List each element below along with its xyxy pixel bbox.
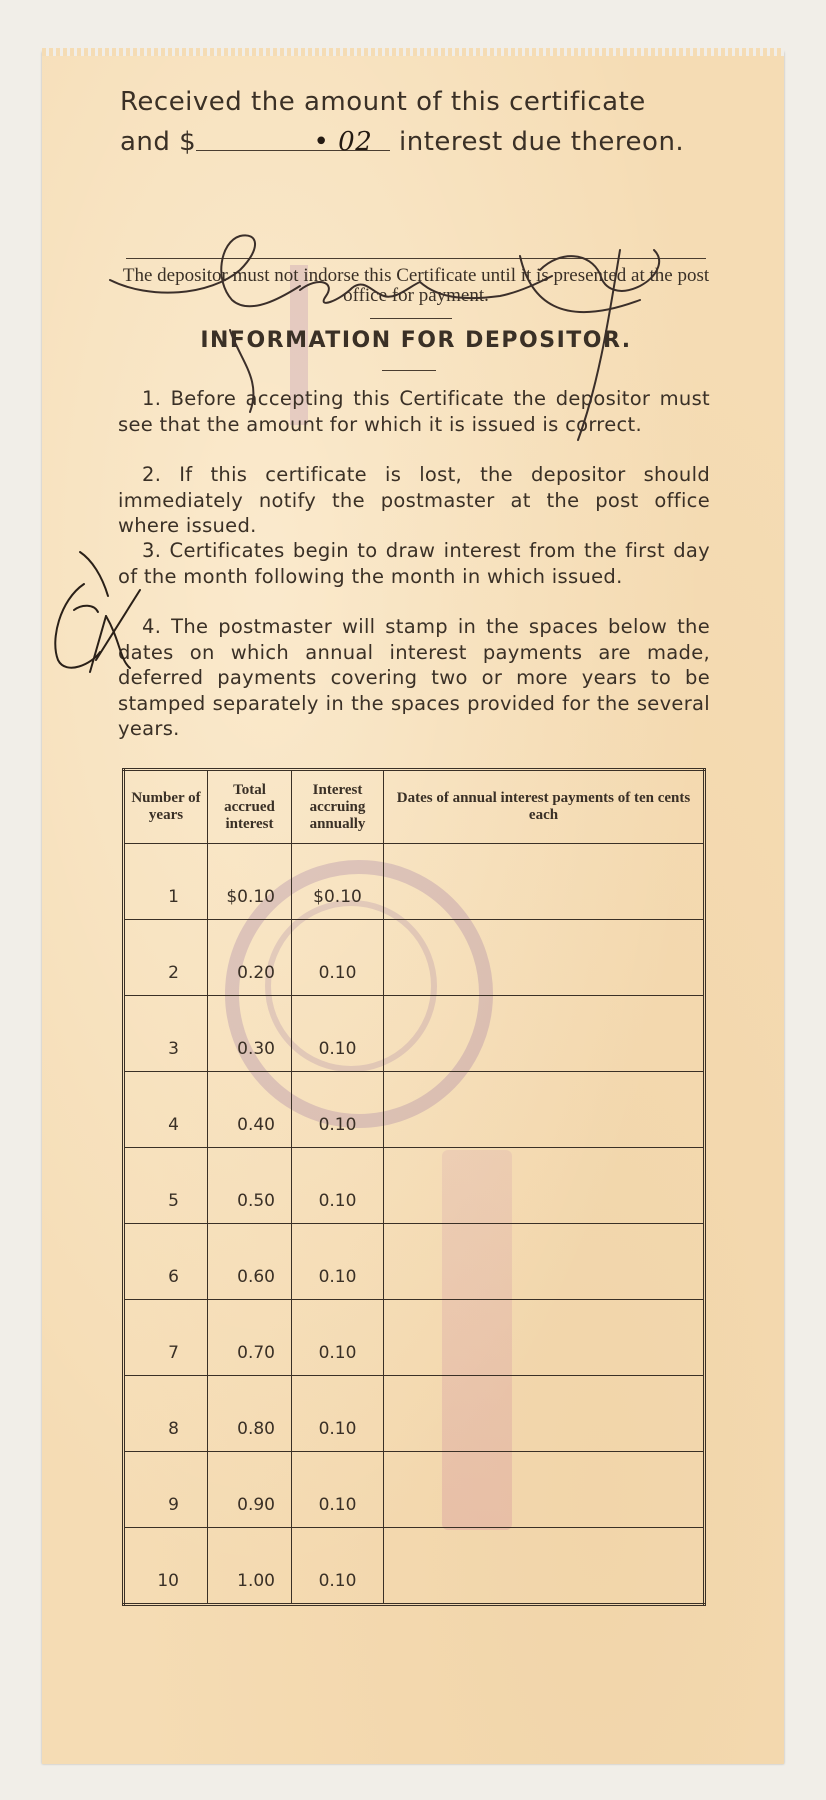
year-cell: 5 <box>124 1148 208 1224</box>
margin-mark-icon <box>55 552 140 672</box>
col-header-dates: Dates of annual interest payments of ten cents each <box>384 770 705 844</box>
total-cell: $0.10 <box>208 844 292 920</box>
total-cell: 0.50 <box>208 1148 292 1224</box>
year-cell: 9 <box>124 1452 208 1528</box>
year-cell: 7 <box>124 1300 208 1376</box>
year-cell: 1 <box>124 844 208 920</box>
annual-cell: 0.10 <box>292 1300 384 1376</box>
col-header-years: Number of years <box>124 770 208 844</box>
received-line-2-end: interest due thereon. <box>399 127 685 157</box>
annual-cell: 0.10 <box>292 1072 384 1148</box>
annual-cell: 0.10 <box>292 1148 384 1224</box>
col-header-annual: Interest accruing annually <box>292 770 384 844</box>
total-cell: 1.00 <box>208 1528 292 1605</box>
received-line-1: Received the amount of this certificate <box>120 87 646 117</box>
year-cell: 6 <box>124 1224 208 1300</box>
info-title: INFORMATION FOR DEPOSITOR. <box>200 328 632 353</box>
year-cell: 3 <box>124 996 208 1072</box>
annual-cell: 0.10 <box>292 1528 384 1605</box>
instruction-text: 1. Before accepting this Certificate the depositor must see that the amount for which it is issued is correct. <box>118 387 710 436</box>
annual-cell: 0.10 <box>292 1452 384 1528</box>
total-cell: 0.70 <box>208 1300 292 1376</box>
total-cell: 0.30 <box>208 996 292 1072</box>
annual-cell: 0.10 <box>292 1224 384 1300</box>
received-and: and $ <box>120 127 197 157</box>
total-cell: 0.20 <box>208 920 292 996</box>
annual-cell: 0.10 <box>292 920 384 996</box>
instruction-text: 2. If this certificate is lost, the depositor should immediately notify the postmaster at the post office where issued. <box>118 463 710 537</box>
year-cell: 2 <box>124 920 208 996</box>
year-cell: 4 <box>124 1072 208 1148</box>
year-cell: 10 <box>124 1528 208 1605</box>
total-cell: 0.80 <box>208 1376 292 1452</box>
annual-cell: 0.10 <box>292 996 384 1072</box>
total-cell: 0.40 <box>208 1072 292 1148</box>
instruction-text: 4. The postmaster will stamp in the spaces below the dates on which annual interest payments are made, deferred payments covering two or more years to be stamped separately in the spaces provided for the several years. <box>118 615 710 740</box>
year-cell: 8 <box>124 1376 208 1452</box>
instruction-text: 3. Certificates begin to draw interest from the first day of the month following the month in which issued. <box>118 539 710 588</box>
col-header-total: Total accrued interest <box>208 770 292 844</box>
cursive-signature-icon <box>110 235 659 440</box>
annual-cell: $0.10 <box>292 844 384 920</box>
interest-amount: • 02 <box>313 127 373 157</box>
total-cell: 0.60 <box>208 1224 292 1300</box>
indorse-notice: The depositor must not indorse this Certificate until it is presented at the post office for payment. <box>122 265 710 306</box>
total-cell: 0.90 <box>208 1452 292 1528</box>
annual-cell: 0.10 <box>292 1376 384 1452</box>
